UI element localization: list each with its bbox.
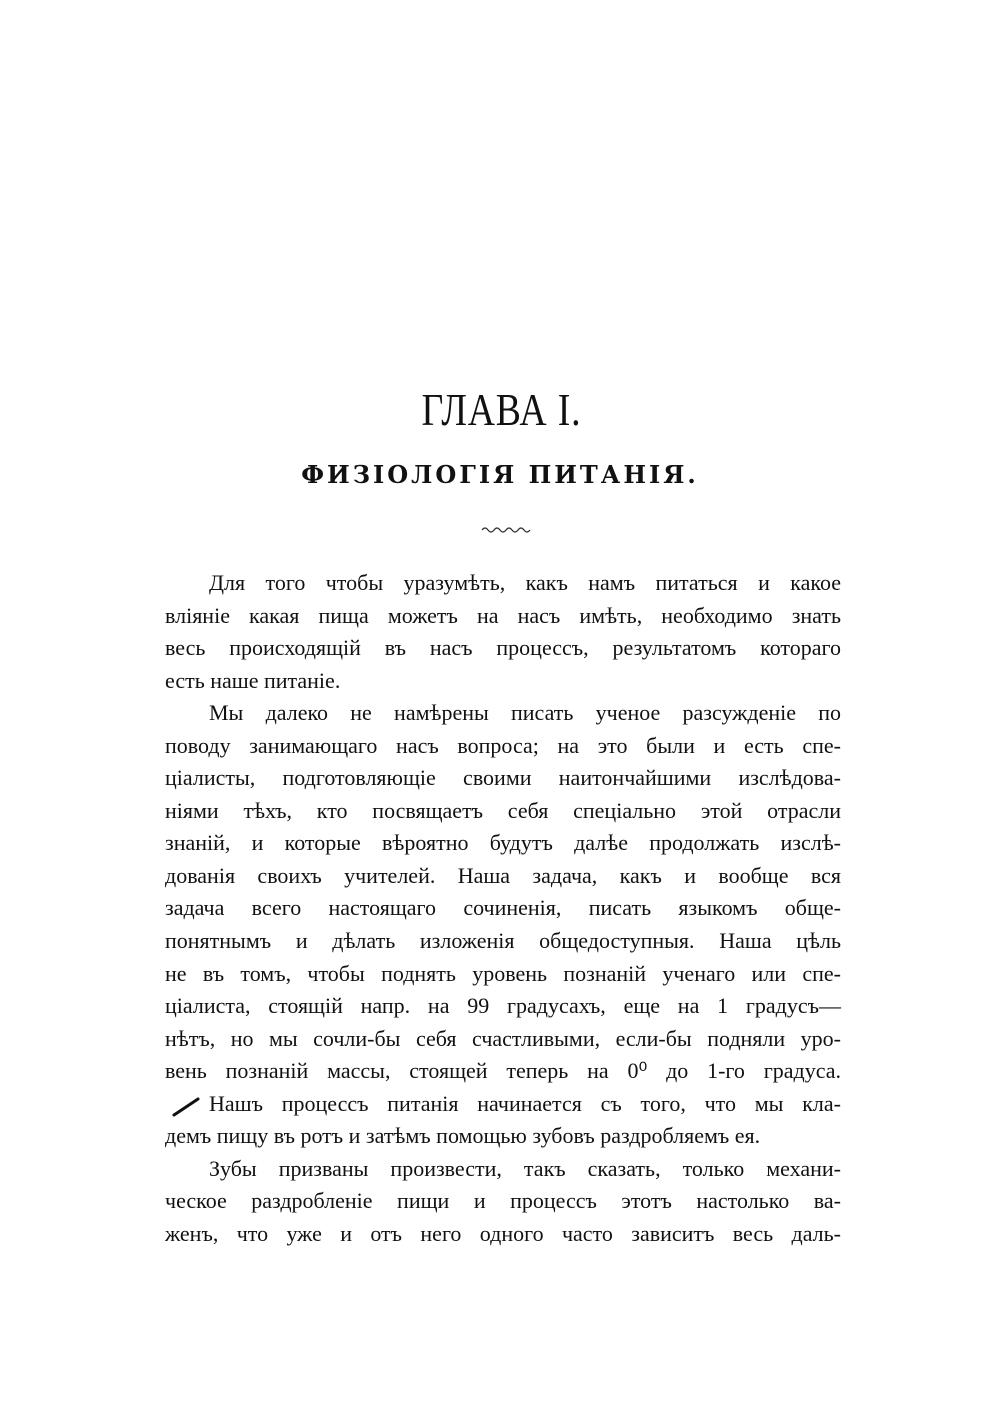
text-line: нѣтъ, но мы сочли-бы себя счастливыми, если-бы подняли уро- (165, 1025, 841, 1051)
text-line: есть наше питаніе. (165, 667, 341, 693)
text-line: знаній, и которые вѣроятно будутъ далѣе продолжать изслѣ- (165, 830, 841, 856)
paragraph-2 (165, 697, 841, 1153)
text-line: женъ, что уже и отъ него одного часто зависитъ весь даль- (165, 1220, 841, 1246)
text-line: дованія своихъ учителей. Наша задача, какъ и вообще вся (165, 862, 841, 888)
paragraph-3 (165, 1153, 841, 1251)
chapter-subtitle: ФИЗІОЛОГІЯ ПИТАНІЯ. (301, 460, 699, 489)
body-text (165, 567, 841, 1250)
text-line: Мы далеко не намѣрены писать ученое разсужденіе по (209, 700, 841, 726)
text-line: вень познаній массы, стоящей теперь на 0⁰ до 1-го градуса. (165, 1058, 841, 1084)
text-line: Зубы призваны произвести, такъ сказать, только механи- (209, 1155, 841, 1181)
text-line: поводу занимающаго насъ вопроса; на это были и есть спе- (165, 732, 841, 758)
text-line: ціалиста, стоящій напр. на 99 градусахъ, еще на 1 градусъ— (165, 993, 841, 1019)
text-line: вліяніе какая пища можетъ на насъ имѣть, необходимо знать (165, 602, 841, 628)
text-line: Для того чтобы уразумѣть, какъ намъ питаться и какое (209, 570, 841, 595)
paragraph-1 (165, 567, 841, 697)
text-line: ніями тѣхъ, кто посвящаетъ себя спеціально этой отрасли (165, 797, 841, 823)
text-line: демъ пищу въ ротъ и затѣмъ помощью зубовъ раздробляемъ ея. (165, 1123, 761, 1149)
text-line: понятнымъ и дѣлать изложенія общедоступныя. Наша цѣль (165, 928, 841, 954)
text-line: задача всего настоящаго сочиненія, писать языкомъ обще- (165, 895, 841, 921)
text-line: ціалисты, подготовляющіе своими наитончайшими изслѣдова- (165, 765, 841, 791)
text-line: весь происходящій въ насъ процессъ, результатомъ котораго (165, 635, 841, 661)
chapter-title: ГЛАВА I. (421, 384, 582, 435)
text-line: ческое раздробленіе пищи и процессъ этотъ настолько ва- (165, 1188, 841, 1214)
text-line: не въ томъ, чтобы поднять уровень познаній ученаго или спе- (165, 960, 841, 986)
divider-ornament (480, 522, 536, 534)
text-line: Нашъ процессъ питанія начинается съ того, что мы кла- (209, 1090, 841, 1116)
